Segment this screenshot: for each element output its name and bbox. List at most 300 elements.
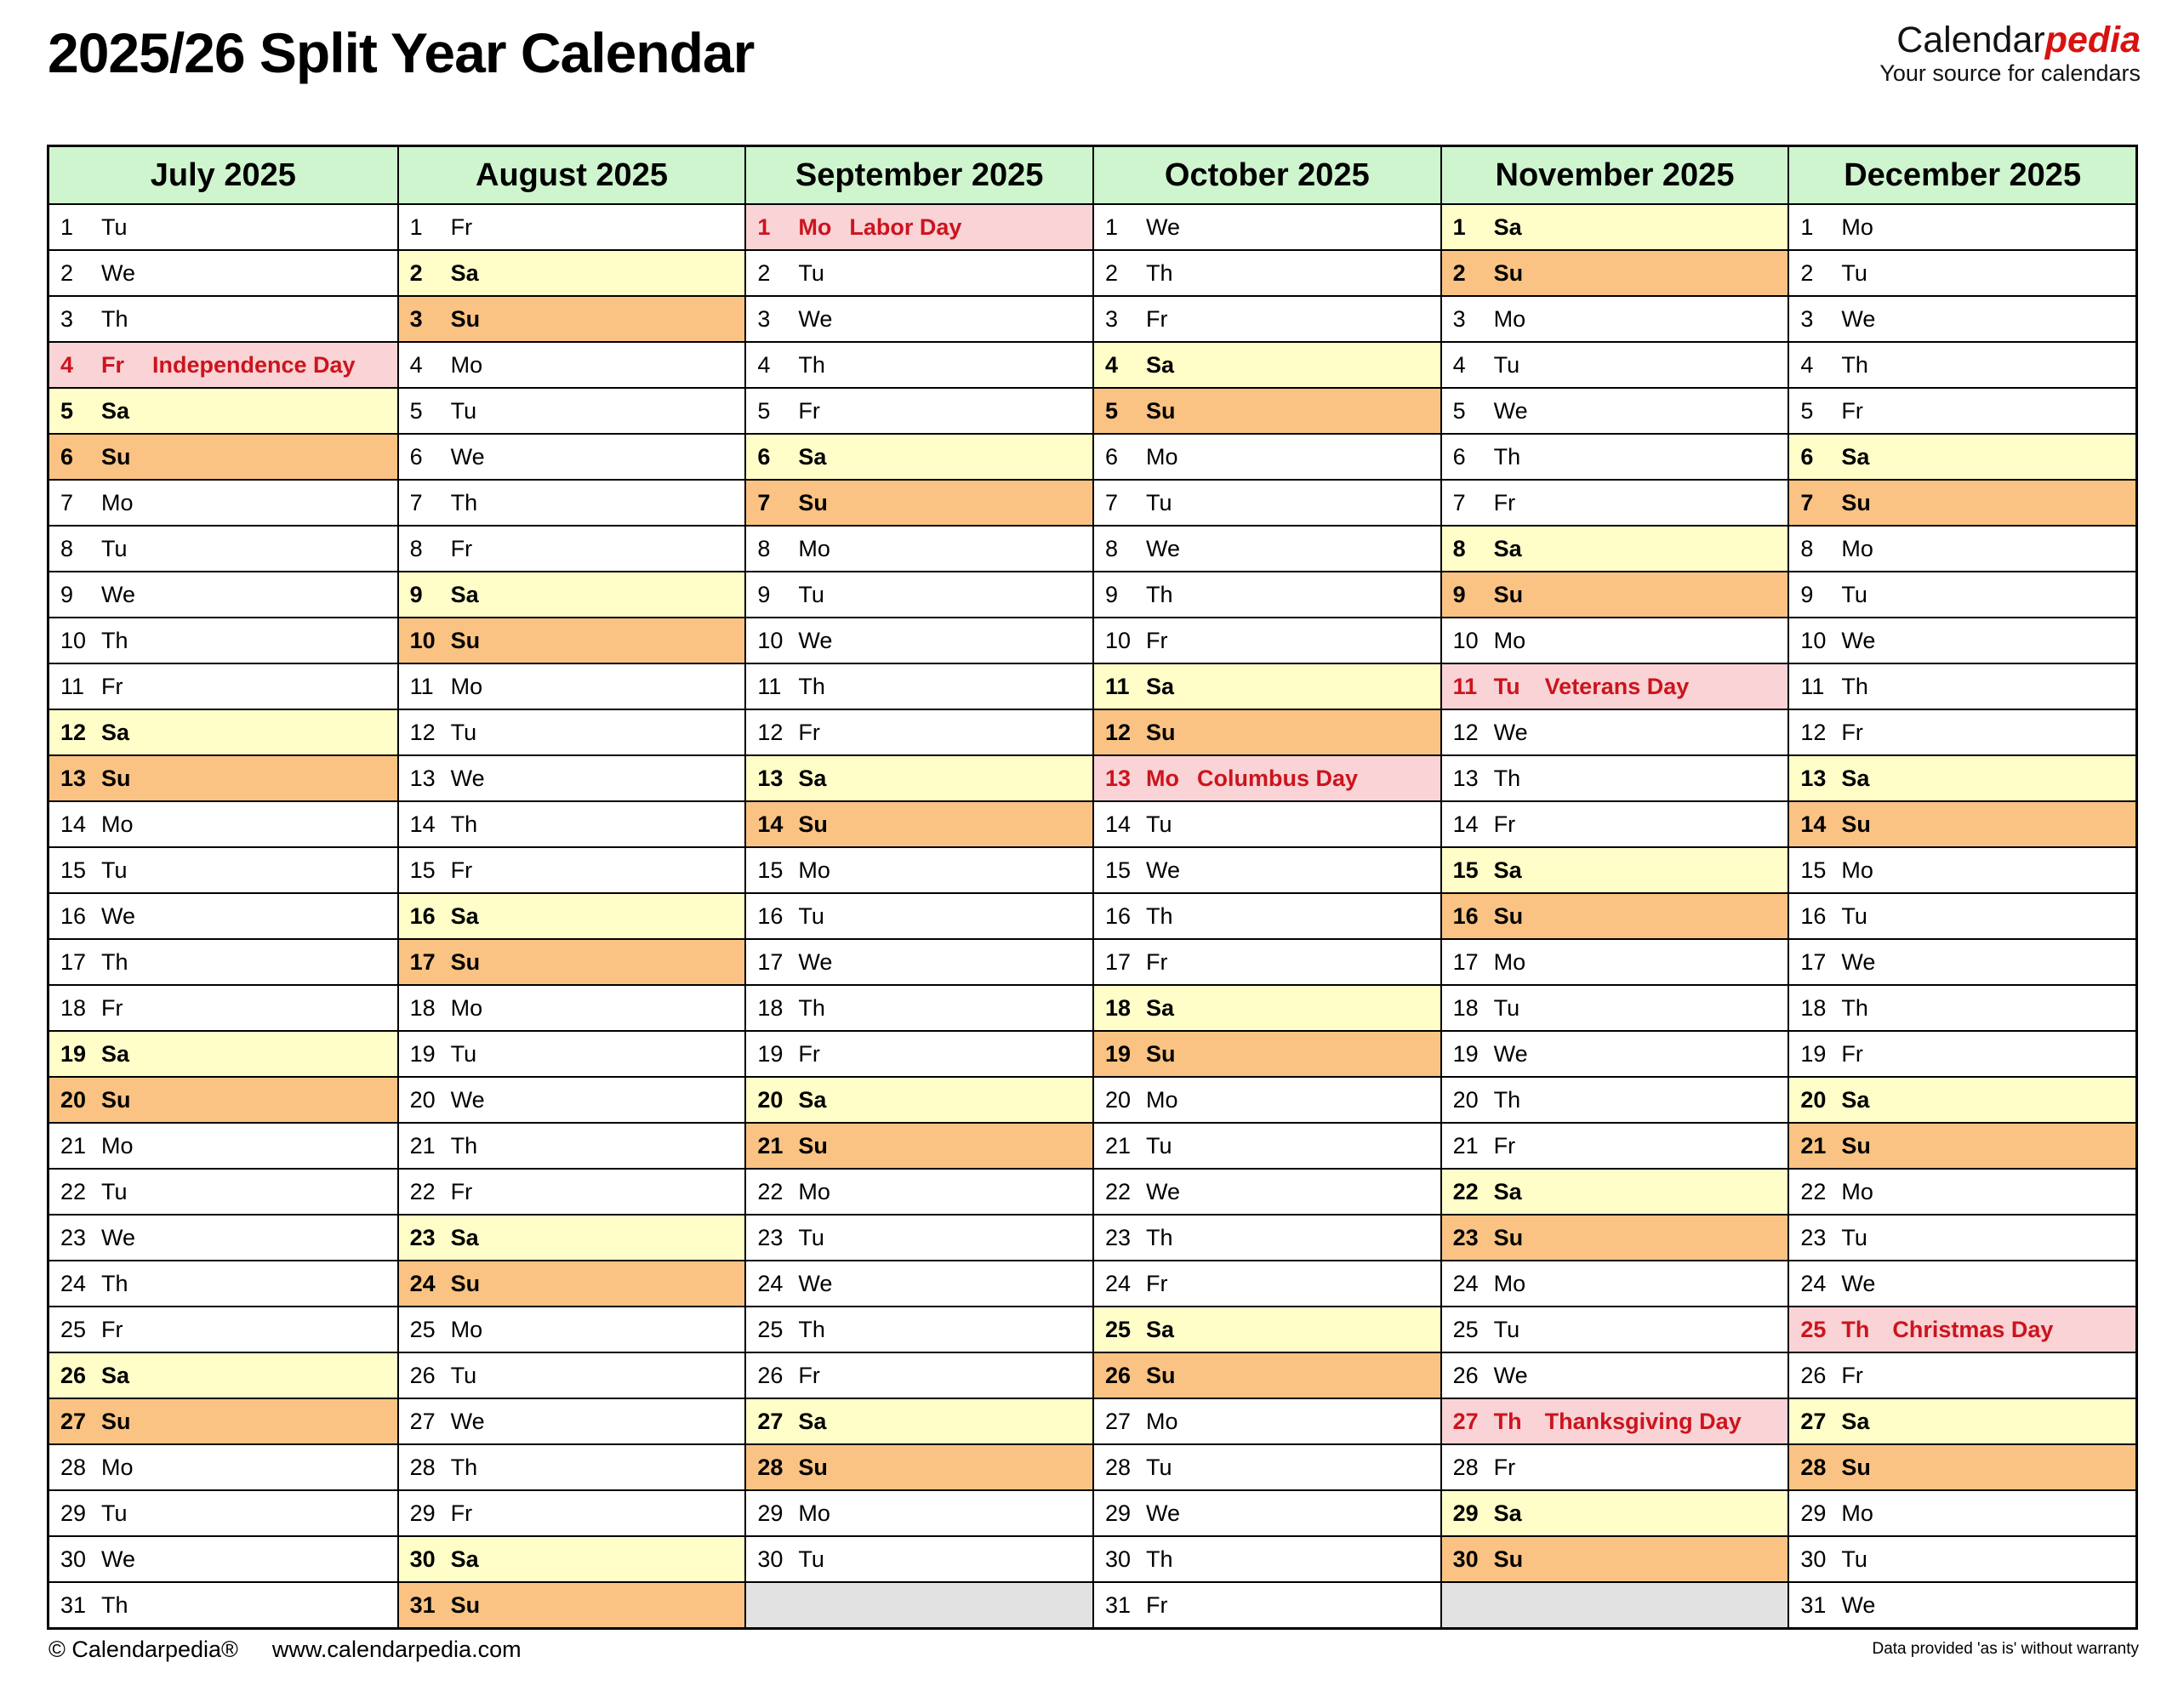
day-weekday: Tu (1145, 489, 1172, 515)
day-number: 7 (1104, 489, 1119, 515)
day-weekday: Sa (1493, 1500, 1522, 1526)
day-number: 5 (1800, 397, 1814, 424)
day-number: 8 (60, 535, 74, 561)
day-cell (1442, 341, 1788, 387)
day-number: 9 (1800, 581, 1814, 607)
day-number: 22 (1800, 1178, 1827, 1204)
day-weekday: Sa (101, 1040, 130, 1067)
day-cell (49, 1306, 397, 1352)
day-weekday: Tu (101, 214, 128, 240)
day-number: 1 (1104, 214, 1119, 240)
day-weekday: Su (1841, 489, 1871, 515)
day-cell (1094, 984, 1440, 1030)
day-weekday: Th (1145, 1224, 1173, 1250)
day-number: 31 (60, 1591, 87, 1618)
day-cell (1789, 571, 2135, 617)
day-weekday: Fr (1841, 397, 1863, 424)
day-cell (1094, 387, 1440, 433)
day-weekday: Sa (101, 719, 130, 745)
day-number: 14 (1800, 811, 1827, 837)
logo-wordmark (1879, 22, 2141, 59)
day-cell (49, 479, 397, 525)
day-number: 17 (409, 948, 436, 975)
day-weekday: Tu (101, 857, 128, 883)
day-cell (1789, 1535, 2135, 1581)
day-cell (49, 525, 397, 571)
day-weekday: Mo (1493, 305, 1526, 332)
day-cell (49, 938, 397, 984)
day-cell (1789, 1352, 2135, 1398)
day-weekday: Su (450, 948, 481, 975)
day-number: 29 (1452, 1500, 1479, 1526)
day-cell (49, 249, 397, 295)
day-cell (1789, 1168, 2135, 1214)
day-weekday: Th (798, 351, 825, 378)
day-cell (399, 846, 745, 892)
day-number: 20 (1800, 1086, 1827, 1113)
day-number: 7 (60, 489, 74, 515)
day-number: 11 (60, 673, 85, 699)
day-number: 24 (1800, 1270, 1827, 1296)
day-weekday: Th (1493, 1086, 1521, 1113)
day-weekday: Th (1145, 259, 1173, 286)
day-number: 18 (1104, 994, 1132, 1021)
day-cell (1094, 1076, 1440, 1122)
day-cell (399, 1030, 745, 1076)
day-weekday: Sa (798, 1086, 827, 1113)
day-cell (1789, 846, 2135, 892)
day-cell (1442, 1443, 1788, 1489)
day-number: 12 (757, 719, 784, 745)
holiday-label: Columbus Day (1196, 765, 1359, 791)
day-number: 23 (1452, 1224, 1479, 1250)
day-cell (1094, 938, 1440, 984)
day-weekday: Sa (450, 259, 479, 286)
day-number: 4 (60, 351, 74, 378)
day-number: 26 (60, 1362, 87, 1388)
month-header: September 2025 (746, 147, 1092, 203)
day-cell (1442, 1076, 1788, 1122)
day-cell (1094, 571, 1440, 617)
day-number: 10 (1800, 627, 1827, 653)
day-number: 4 (757, 351, 771, 378)
day-cell (1094, 754, 1440, 800)
day-number: 16 (1104, 902, 1132, 929)
calendarpedia-logo (1879, 22, 2141, 87)
day-cell (399, 663, 745, 709)
day-number: 23 (60, 1224, 87, 1250)
day-cell (1094, 1443, 1440, 1489)
day-weekday: We (450, 1086, 485, 1113)
day-weekday: Su (1493, 259, 1524, 286)
day-number: 5 (757, 397, 771, 424)
day-cell (746, 800, 1092, 846)
day-weekday: Su (1145, 1362, 1176, 1388)
day-number: 2 (409, 259, 423, 286)
day-number: 5 (409, 397, 423, 424)
day-number: 12 (1452, 719, 1479, 745)
day-weekday: Th (450, 489, 478, 515)
day-weekday: Th (798, 673, 825, 699)
day-weekday: Mo (1145, 1086, 1178, 1113)
day-weekday: We (1145, 214, 1180, 240)
day-number: 24 (409, 1270, 436, 1296)
day-cell (1094, 1030, 1440, 1076)
day-cell (746, 984, 1092, 1030)
day-number: 21 (409, 1132, 436, 1159)
day-number: 15 (1800, 857, 1827, 883)
day-weekday: Th (1145, 581, 1173, 607)
day-cell (1094, 433, 1440, 479)
day-weekday: Su (798, 811, 828, 837)
day-number: 25 (1104, 1316, 1132, 1342)
day-number: 27 (60, 1408, 87, 1434)
day-cell (746, 1168, 1092, 1214)
day-number: 1 (409, 214, 423, 240)
day-weekday: Mo (1145, 443, 1178, 470)
day-weekday: Fr (450, 1500, 473, 1526)
day-number: 10 (409, 627, 436, 653)
day-cell (49, 709, 397, 754)
day-cell (1789, 754, 2135, 800)
day-weekday: We (1493, 1362, 1528, 1388)
day-cell (399, 433, 745, 479)
day-number: 30 (1104, 1546, 1132, 1572)
day-weekday: We (101, 1546, 136, 1572)
day-cell (1442, 479, 1788, 525)
day-cell (1442, 1260, 1788, 1306)
day-cell (1789, 1030, 2135, 1076)
day-cell (399, 1398, 745, 1443)
day-number: 17 (1104, 948, 1132, 975)
day-weekday: Fr (450, 1178, 473, 1204)
day-number: 22 (409, 1178, 436, 1204)
day-cell (49, 1398, 397, 1443)
day-weekday: We (798, 627, 833, 653)
day-cell (49, 1122, 397, 1168)
day-weekday: Su (450, 627, 481, 653)
day-number: 11 (1800, 673, 1825, 699)
day-number: 21 (60, 1132, 87, 1159)
day-cell (49, 387, 397, 433)
day-cell (1442, 295, 1788, 341)
holiday-label: Christmas Day (1892, 1316, 2054, 1342)
footer-disclaimer: Data provided 'as is' without warranty (1872, 1640, 2139, 1658)
day-number: 18 (60, 994, 87, 1021)
day-weekday: We (1145, 857, 1180, 883)
day-weekday: Su (1145, 397, 1176, 424)
day-cell (1789, 1398, 2135, 1443)
day-cell (1442, 663, 1788, 709)
day-weekday: Th (450, 811, 478, 837)
day-cell (1094, 1214, 1440, 1260)
day-weekday: Fr (1493, 489, 1516, 515)
day-weekday: Su (450, 1270, 481, 1296)
day-number: 8 (1452, 535, 1466, 561)
day-number: 16 (60, 902, 87, 929)
day-weekday: Su (450, 1591, 481, 1618)
day-number: 30 (1452, 1546, 1479, 1572)
day-weekday: Tu (450, 1362, 477, 1388)
day-number: 21 (1104, 1132, 1132, 1159)
day-weekday: Su (101, 443, 131, 470)
day-weekday: Mo (1493, 1270, 1526, 1296)
day-number: 16 (1452, 902, 1479, 929)
day-cell (1789, 1122, 2135, 1168)
day-number: 17 (1452, 948, 1479, 975)
day-number: 29 (1104, 1500, 1132, 1526)
day-number: 25 (1800, 1316, 1827, 1342)
day-cell (1789, 387, 2135, 433)
day-cell (49, 1443, 397, 1489)
day-cell (1442, 571, 1788, 617)
day-weekday: Mo (798, 857, 830, 883)
day-cell (1442, 1352, 1788, 1398)
day-cell (1442, 1214, 1788, 1260)
day-weekday: Tu (101, 1178, 128, 1204)
day-cell (746, 479, 1092, 525)
day-weekday: Tu (450, 1040, 477, 1067)
day-weekday: Tu (798, 1224, 824, 1250)
day-weekday: Tu (1493, 351, 1520, 378)
day-weekday: Th (1841, 673, 1868, 699)
day-weekday: We (1841, 1270, 1876, 1296)
day-cell (399, 1581, 745, 1627)
day-cell (1094, 341, 1440, 387)
day-cell (1094, 892, 1440, 938)
day-cell (1442, 800, 1788, 846)
day-cell (746, 1260, 1092, 1306)
day-cell (1094, 800, 1440, 846)
day-weekday: Su (1841, 1132, 1871, 1159)
day-weekday: We (1493, 1040, 1528, 1067)
day-number: 13 (60, 765, 87, 791)
day-weekday: Fr (1145, 627, 1168, 653)
day-weekday: Sa (1493, 535, 1522, 561)
day-number: 25 (1452, 1316, 1479, 1342)
day-number: 11 (1104, 673, 1130, 699)
day-cell (399, 1352, 745, 1398)
day-weekday: We (1841, 627, 1876, 653)
day-cell (1094, 1489, 1440, 1535)
day-number: 19 (1104, 1040, 1132, 1067)
day-number: 27 (757, 1408, 784, 1434)
month-column-september (744, 147, 1092, 1627)
day-cell (746, 709, 1092, 754)
day-cell (399, 1168, 745, 1214)
day-cell (746, 846, 1092, 892)
day-cell (1094, 1352, 1440, 1398)
day-cell (746, 571, 1092, 617)
day-cell (1094, 846, 1440, 892)
day-weekday: Sa (1841, 443, 1870, 470)
day-number: 20 (757, 1086, 784, 1113)
day-weekday: Su (101, 765, 131, 791)
day-weekday: Mo (1841, 214, 1873, 240)
day-cell (746, 754, 1092, 800)
day-number: 8 (757, 535, 771, 561)
day-number: 5 (1452, 397, 1466, 424)
day-cell (746, 1076, 1092, 1122)
day-number: 22 (60, 1178, 87, 1204)
month-column-july (49, 147, 397, 1627)
day-number: 25 (757, 1316, 784, 1342)
day-cell (49, 1076, 397, 1122)
day-number: 30 (1800, 1546, 1827, 1572)
day-cell (1442, 1398, 1788, 1443)
day-cell (1094, 1306, 1440, 1352)
day-cell (399, 938, 745, 984)
day-number: 1 (1452, 214, 1466, 240)
day-weekday: Tu (450, 719, 477, 745)
day-weekday: Mo (1145, 765, 1179, 791)
day-weekday: Fr (798, 1362, 820, 1388)
day-number: 27 (1800, 1408, 1827, 1434)
day-number: 3 (1104, 305, 1119, 332)
day-number: 5 (1104, 397, 1119, 424)
day-cell (1789, 892, 2135, 938)
day-cell (1442, 938, 1788, 984)
day-number: 15 (60, 857, 87, 883)
day-cell (1789, 249, 2135, 295)
day-weekday: Su (101, 1408, 131, 1434)
empty-cell (1442, 1581, 1788, 1627)
day-weekday: Fr (798, 1040, 820, 1067)
day-weekday: Mo (101, 1132, 134, 1159)
day-weekday: Mo (450, 994, 483, 1021)
holiday-label: Thanksgiving Day (1544, 1408, 1742, 1434)
day-number: 6 (409, 443, 423, 470)
day-weekday: Sa (1841, 1086, 1870, 1113)
day-number: 8 (1104, 535, 1119, 561)
day-number: 4 (1452, 351, 1466, 378)
day-number: 12 (60, 719, 87, 745)
day-weekday: Sa (1841, 1408, 1870, 1434)
day-weekday: Su (1493, 581, 1524, 607)
day-number: 5 (60, 397, 74, 424)
day-weekday: Th (1841, 994, 1868, 1021)
day-weekday: Mo (1841, 535, 1873, 561)
day-weekday: We (450, 765, 485, 791)
day-weekday: Su (798, 1454, 828, 1480)
day-cell (399, 571, 745, 617)
day-cell (1789, 295, 2135, 341)
day-cell (1094, 1260, 1440, 1306)
day-weekday: Sa (450, 902, 479, 929)
day-number: 30 (757, 1546, 784, 1572)
day-weekday: Sa (1841, 765, 1870, 791)
day-cell (399, 387, 745, 433)
day-number: 17 (60, 948, 87, 975)
logo-text-calendar: Calendar (1896, 20, 2045, 60)
day-cell (746, 203, 1092, 249)
day-number: 2 (757, 259, 771, 286)
day-weekday: Tu (450, 397, 477, 424)
day-cell (1094, 479, 1440, 525)
day-cell (1094, 295, 1440, 341)
day-weekday: Fr (1145, 1591, 1168, 1618)
day-weekday: Fr (1145, 1270, 1168, 1296)
day-number: 19 (1452, 1040, 1479, 1067)
day-number: 3 (1800, 305, 1814, 332)
day-weekday: Sa (1145, 351, 1175, 378)
day-number: 14 (1104, 811, 1132, 837)
day-weekday: Fr (798, 719, 820, 745)
day-number: 19 (60, 1040, 87, 1067)
day-cell (49, 1214, 397, 1260)
day-cell (1442, 892, 1788, 938)
day-cell (746, 249, 1092, 295)
day-number: 31 (409, 1591, 436, 1618)
day-cell (1442, 1535, 1788, 1581)
day-number: 6 (757, 443, 771, 470)
day-cell (49, 1489, 397, 1535)
day-weekday: Mo (798, 535, 830, 561)
day-number: 31 (1104, 1591, 1132, 1618)
day-number: 27 (1104, 1408, 1132, 1434)
day-number: 22 (1104, 1178, 1132, 1204)
day-cell (1094, 1535, 1440, 1581)
day-number: 2 (1452, 259, 1466, 286)
day-number: 29 (1800, 1500, 1827, 1526)
day-weekday: Sa (1493, 1178, 1522, 1204)
day-weekday: Fr (101, 673, 123, 699)
day-cell (399, 479, 745, 525)
day-number: 7 (757, 489, 771, 515)
day-weekday: Mo (450, 673, 483, 699)
day-weekday: Sa (450, 581, 479, 607)
day-cell (746, 663, 1092, 709)
day-number: 8 (1800, 535, 1814, 561)
day-cell (49, 1352, 397, 1398)
day-weekday: Mo (101, 489, 134, 515)
day-number: 25 (60, 1316, 87, 1342)
day-number: 8 (409, 535, 423, 561)
day-number: 3 (60, 305, 74, 332)
day-weekday: Th (101, 1270, 128, 1296)
day-cell (399, 1260, 745, 1306)
day-cell (399, 709, 745, 754)
day-weekday: Fr (450, 857, 473, 883)
day-cell (1094, 663, 1440, 709)
day-weekday: Mo (1145, 1408, 1178, 1434)
day-weekday: Tu (1841, 581, 1867, 607)
day-weekday: Tu (1145, 811, 1172, 837)
day-cell (1789, 1214, 2135, 1260)
day-number: 15 (409, 857, 436, 883)
day-number: 6 (60, 443, 74, 470)
logo-text-pedia: pedia (2044, 20, 2141, 60)
day-cell (746, 387, 1092, 433)
day-weekday: Su (798, 489, 828, 515)
day-cell (49, 800, 397, 846)
day-cell (399, 1489, 745, 1535)
day-weekday: Mo (101, 1454, 134, 1480)
day-number: 24 (60, 1270, 87, 1296)
day-weekday: Mo (1493, 948, 1526, 975)
day-number: 30 (409, 1546, 436, 1572)
day-number: 1 (757, 214, 771, 240)
day-cell (1789, 663, 2135, 709)
day-number: 18 (409, 994, 436, 1021)
day-number: 15 (757, 857, 784, 883)
day-cell (399, 295, 745, 341)
day-weekday: We (798, 948, 833, 975)
month-column-december (1787, 147, 2135, 1627)
day-cell (746, 1489, 1092, 1535)
day-number: 29 (60, 1500, 87, 1526)
day-cell (1442, 203, 1788, 249)
